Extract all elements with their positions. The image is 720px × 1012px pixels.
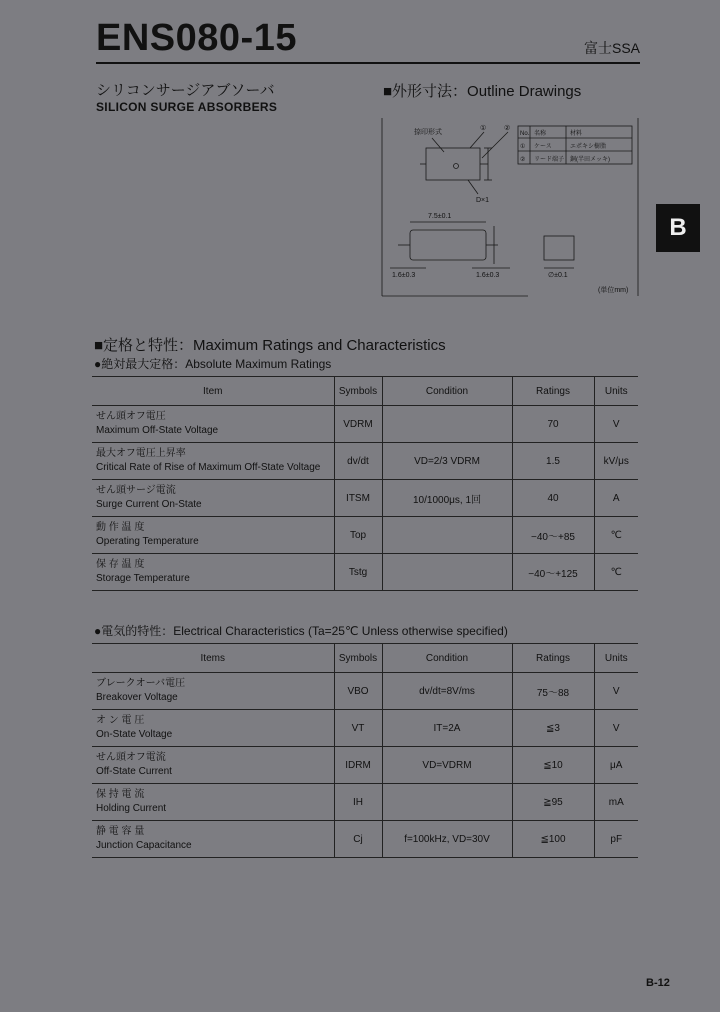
- part-number-title: ENS080-15: [96, 17, 297, 59]
- item-en: Maximum Off-State Voltage: [96, 425, 219, 436]
- rating-cell: −40〜+125: [512, 554, 594, 591]
- item-jp: 最大オフ電圧上昇率: [96, 448, 186, 459]
- subtitle-en: SILICON SURGE ABSORBERS: [96, 100, 278, 114]
- item-jp: 動 作 温 度: [96, 522, 145, 533]
- column-header: Condition: [382, 644, 512, 673]
- table-row: [92, 747, 638, 784]
- column-header: Item: [92, 377, 334, 406]
- brand-label: 富士SSA: [583, 40, 640, 56]
- dim-length: 7.5±0.1: [428, 213, 452, 220]
- item-jp: ブレークオーバ電圧: [96, 678, 186, 689]
- rating-cell: ≧95: [512, 784, 594, 821]
- rating-cell: 1.5: [512, 443, 594, 480]
- table-row: [92, 821, 638, 858]
- table-row: [92, 673, 638, 710]
- condition-cell: [382, 784, 512, 821]
- unit-cell: kV/μs: [594, 443, 638, 480]
- table-row: [92, 784, 638, 821]
- legend-cell: No.: [520, 131, 530, 137]
- legend-cell: 銅(半田メッキ): [570, 157, 610, 163]
- column-header: Items: [92, 644, 334, 673]
- legend-cell: ①: [520, 144, 526, 150]
- unit-cell: A: [594, 480, 638, 517]
- rating-cell: −40〜+85: [512, 517, 594, 554]
- symbol-cell: IDRM: [334, 747, 382, 784]
- item-en: Breakover Voltage: [96, 692, 178, 703]
- unit-cell: μA: [594, 747, 638, 784]
- column-header: Symbols: [334, 644, 382, 673]
- table-row: [92, 406, 638, 443]
- unit-cell: V: [594, 673, 638, 710]
- rating-cell: ≦3: [512, 710, 594, 747]
- legend-cell: ②: [520, 157, 526, 163]
- item-jp: せん頭オフ電流: [96, 752, 166, 763]
- condition-cell: [382, 406, 512, 443]
- unit-label: (単位mm): [598, 287, 629, 294]
- condition-cell: 10/1000μs, 1回: [382, 480, 512, 517]
- condition-cell: [382, 554, 512, 591]
- section-tab[interactable]: B: [656, 204, 700, 252]
- ratings-heading: ■定格と特性：Maximum Ratings and Characteristics: [94, 337, 446, 354]
- unit-cell: ℃: [594, 554, 638, 591]
- column-header: Units: [594, 377, 638, 406]
- item-en: On-State Voltage: [96, 729, 173, 740]
- symbol-cell: VDRM: [334, 406, 382, 443]
- rating-cell: 40: [512, 480, 594, 517]
- dim-lead-left: 1.6±0.3: [392, 272, 416, 279]
- table-header-row: [92, 377, 638, 406]
- unit-cell: ℃: [594, 517, 638, 554]
- outline-heading: ■外形寸法：Outline Drawings: [383, 83, 582, 100]
- table-row: [92, 554, 638, 591]
- pin-label-1: ①: [480, 125, 487, 132]
- legend-cell: エポキシ樹脂: [570, 144, 606, 150]
- dim-end: ∅±0.1: [548, 272, 568, 279]
- symbol-cell: Tstg: [334, 554, 382, 591]
- table-row: [92, 443, 638, 480]
- symbol-cell: VBO: [334, 673, 382, 710]
- rating-cell: ≦100: [512, 821, 594, 858]
- item-en: Critical Rate of Rise of Maximum Off-State Voltage: [96, 462, 321, 473]
- unit-cell: pF: [594, 821, 638, 858]
- electrical-subheading: ●電気的特性：Electrical Characteristics (Ta=25℃ Unless otherwise specified): [94, 624, 508, 638]
- column-header: Ratings: [512, 644, 594, 673]
- legend-cell: ケース: [534, 144, 552, 150]
- condition-cell: IT=2A: [382, 710, 512, 747]
- legend-cell: 材料: [570, 131, 583, 137]
- item-en: Holding Current: [96, 803, 167, 814]
- absolute-max-table: [92, 376, 638, 591]
- symbol-cell: dv/dt: [334, 443, 382, 480]
- condition-cell: VD=2/3 VDRM: [382, 443, 512, 480]
- title-rule: [96, 62, 640, 64]
- column-header: Units: [594, 644, 638, 673]
- symbol-cell: VT: [334, 710, 382, 747]
- rating-cell: 70: [512, 406, 594, 443]
- symbol-cell: Cj: [334, 821, 382, 858]
- table-row: [92, 480, 638, 517]
- item-jp: せん頭オフ電圧: [96, 411, 166, 422]
- rating-cell: ≦10: [512, 747, 594, 784]
- item-jp: 静 電 容 量: [96, 826, 145, 837]
- outline-drawing: [380, 118, 640, 300]
- item-en: Operating Temperature: [96, 536, 199, 547]
- legend-cell: リード端子: [534, 157, 565, 163]
- mark-label: 捺印形式: [414, 129, 442, 136]
- rating-cell: 75〜88: [512, 673, 594, 710]
- dim-lead-right: 1.6±0.3: [476, 272, 500, 279]
- column-header: Symbols: [334, 377, 382, 406]
- item-en: Surge Current On-State: [96, 499, 202, 510]
- column-header: Condition: [382, 377, 512, 406]
- item-en: Storage Temperature: [96, 573, 190, 584]
- page-number: B-12: [646, 977, 670, 989]
- unit-cell: mA: [594, 784, 638, 821]
- symbol-cell: ITSM: [334, 480, 382, 517]
- dot-label: D×1: [476, 197, 490, 204]
- condition-cell: [382, 517, 512, 554]
- table-row: [92, 517, 638, 554]
- item-jp: 保 存 温 度: [96, 559, 145, 570]
- unit-cell: V: [594, 406, 638, 443]
- table-header-row: [92, 644, 638, 673]
- item-jp: 保 持 電 流: [96, 789, 145, 800]
- item-jp: オ ン 電 圧: [96, 715, 145, 726]
- unit-cell: V: [594, 710, 638, 747]
- item-en: Off-State Current: [96, 766, 172, 777]
- item-en: Junction Capacitance: [96, 840, 192, 851]
- absolute-max-subheading: ●絶対最大定格：Absolute Maximum Ratings: [94, 357, 332, 371]
- table-row: [92, 710, 638, 747]
- symbol-cell: Top: [334, 517, 382, 554]
- condition-cell: dv/dt=8V/ms: [382, 673, 512, 710]
- electrical-table: [92, 643, 638, 858]
- column-header: Ratings: [512, 377, 594, 406]
- legend-cell: 名称: [534, 131, 547, 137]
- condition-cell: f=100kHz, VD=30V: [382, 821, 512, 858]
- subtitle-jp: シリコンサージアブソーバ: [96, 82, 275, 99]
- item-jp: せん頭サージ電流: [96, 485, 176, 496]
- condition-cell: VD=VDRM: [382, 747, 512, 784]
- pin-label-2: ②: [504, 125, 511, 132]
- symbol-cell: IH: [334, 784, 382, 821]
